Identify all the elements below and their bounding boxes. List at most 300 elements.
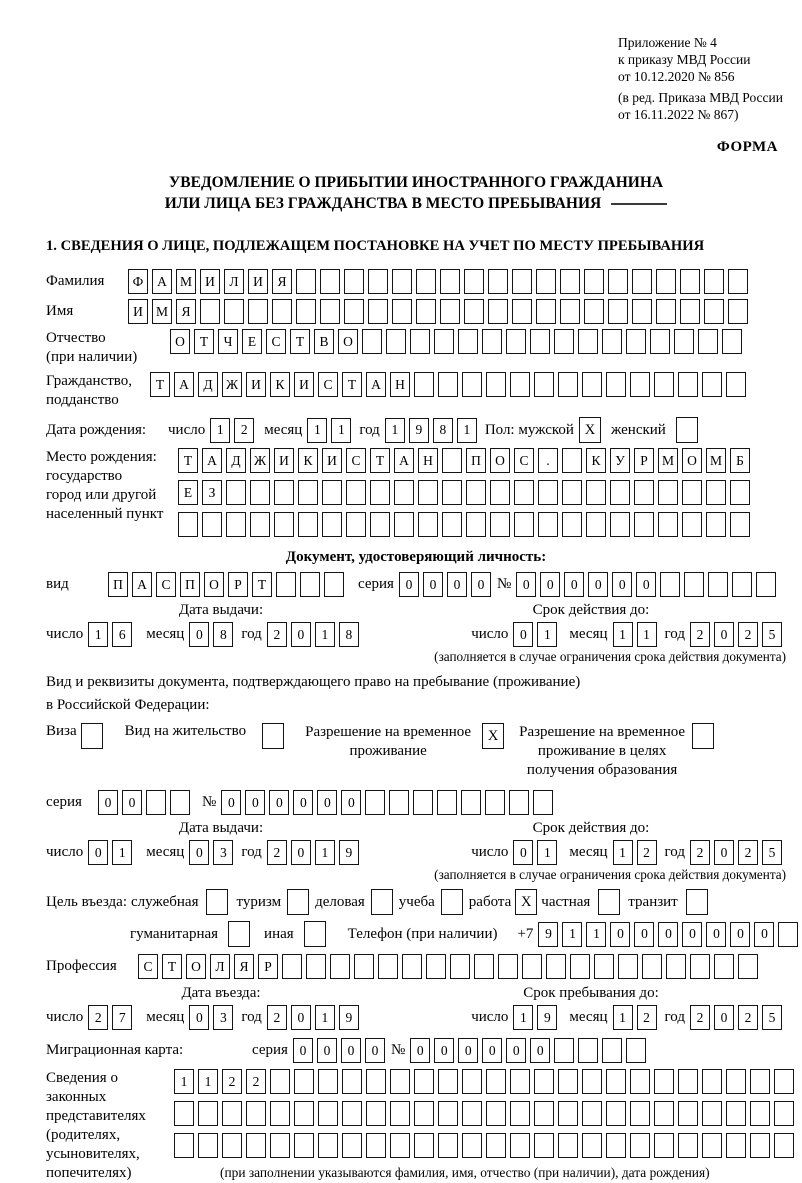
char-cell[interactable]: Ж bbox=[222, 372, 242, 397]
char-cell[interactable]: 2 bbox=[690, 1005, 710, 1030]
char-cell[interactable] bbox=[226, 512, 246, 537]
char-cell[interactable] bbox=[684, 572, 704, 597]
char-cell[interactable]: Н bbox=[390, 372, 410, 397]
char-cell[interactable] bbox=[362, 329, 382, 354]
char-cell[interactable]: 0 bbox=[447, 572, 467, 597]
char-cell[interactable] bbox=[324, 572, 344, 597]
char-cell[interactable]: 9 bbox=[538, 922, 558, 947]
char-cell[interactable] bbox=[490, 512, 510, 537]
purpose-work-checkbox[interactable]: X bbox=[515, 889, 537, 915]
char-cell[interactable] bbox=[654, 1133, 674, 1158]
char-cell[interactable]: 1 bbox=[112, 840, 132, 865]
char-cell[interactable] bbox=[610, 512, 630, 537]
char-cell[interactable] bbox=[486, 1101, 506, 1126]
char-cell[interactable]: 0 bbox=[714, 1005, 734, 1030]
char-cell[interactable] bbox=[506, 329, 526, 354]
char-cell[interactable] bbox=[674, 329, 694, 354]
char-cell[interactable]: 2 bbox=[637, 1005, 657, 1030]
char-cell[interactable] bbox=[366, 1101, 386, 1126]
char-cell[interactable] bbox=[226, 480, 246, 505]
char-cell[interactable]: 1 bbox=[637, 622, 657, 647]
char-cell[interactable]: 0 bbox=[714, 622, 734, 647]
char-cell[interactable]: П bbox=[466, 448, 486, 473]
char-cell[interactable] bbox=[366, 1069, 386, 1094]
char-cell[interactable] bbox=[418, 480, 438, 505]
char-cell[interactable] bbox=[440, 299, 460, 324]
char-cell[interactable] bbox=[458, 329, 478, 354]
char-cell[interactable]: 0 bbox=[341, 790, 361, 815]
char-cell[interactable]: 1 bbox=[613, 840, 633, 865]
char-cell[interactable]: Д bbox=[226, 448, 246, 473]
char-cell[interactable] bbox=[606, 1101, 626, 1126]
char-cell[interactable] bbox=[482, 329, 502, 354]
char-cell[interactable]: С bbox=[266, 329, 286, 354]
char-cell[interactable] bbox=[560, 299, 580, 324]
char-cell[interactable] bbox=[510, 1069, 530, 1094]
char-cell[interactable] bbox=[474, 954, 494, 979]
char-cell[interactable]: Т bbox=[194, 329, 214, 354]
char-cell[interactable] bbox=[390, 1069, 410, 1094]
char-cell[interactable]: 0 bbox=[754, 922, 774, 947]
char-cell[interactable]: П bbox=[180, 572, 200, 597]
sex-female-checkbox[interactable] bbox=[676, 417, 698, 443]
char-cell[interactable]: С bbox=[514, 448, 534, 473]
char-cell[interactable]: . bbox=[538, 448, 558, 473]
char-cell[interactable] bbox=[630, 372, 650, 397]
char-cell[interactable] bbox=[698, 329, 718, 354]
char-cell[interactable] bbox=[198, 1101, 218, 1126]
purpose-study-checkbox[interactable] bbox=[441, 889, 463, 915]
char-cell[interactable] bbox=[530, 329, 550, 354]
char-cell[interactable]: 0 bbox=[530, 1038, 550, 1063]
char-cell[interactable]: Я bbox=[176, 299, 196, 324]
char-cell[interactable] bbox=[722, 329, 742, 354]
char-cell[interactable] bbox=[488, 299, 508, 324]
char-cell[interactable] bbox=[678, 372, 698, 397]
char-cell[interactable]: Т bbox=[162, 954, 182, 979]
char-cell[interactable]: Т bbox=[370, 448, 390, 473]
char-cell[interactable]: 1 bbox=[198, 1069, 218, 1094]
char-cell[interactable] bbox=[728, 299, 748, 324]
char-cell[interactable]: 0 bbox=[513, 840, 533, 865]
char-cell[interactable] bbox=[282, 954, 302, 979]
char-cell[interactable] bbox=[750, 1133, 770, 1158]
char-cell[interactable] bbox=[654, 372, 674, 397]
char-cell[interactable] bbox=[654, 1101, 674, 1126]
char-cell[interactable] bbox=[514, 512, 534, 537]
char-cell[interactable]: 0 bbox=[612, 572, 632, 597]
char-cell[interactable]: А bbox=[202, 448, 222, 473]
char-cell[interactable]: 9 bbox=[537, 1005, 557, 1030]
char-cell[interactable] bbox=[534, 372, 554, 397]
char-cell[interactable] bbox=[342, 1101, 362, 1126]
char-cell[interactable]: Ч bbox=[218, 329, 238, 354]
char-cell[interactable]: 1 bbox=[562, 922, 582, 947]
char-cell[interactable]: 1 bbox=[537, 622, 557, 647]
char-cell[interactable]: 0 bbox=[658, 922, 678, 947]
char-cell[interactable]: 0 bbox=[291, 840, 311, 865]
char-cell[interactable] bbox=[437, 790, 457, 815]
char-cell[interactable]: Т bbox=[290, 329, 310, 354]
char-cell[interactable]: И bbox=[248, 269, 268, 294]
sex-male-checkbox[interactable]: X bbox=[579, 417, 601, 443]
char-cell[interactable] bbox=[442, 480, 462, 505]
char-cell[interactable] bbox=[562, 480, 582, 505]
char-cell[interactable]: А bbox=[394, 448, 414, 473]
char-cell[interactable]: 0 bbox=[291, 622, 311, 647]
char-cell[interactable]: О bbox=[186, 954, 206, 979]
char-cell[interactable] bbox=[610, 480, 630, 505]
char-cell[interactable] bbox=[558, 1101, 578, 1126]
char-cell[interactable]: 1 bbox=[537, 840, 557, 865]
char-cell[interactable] bbox=[558, 372, 578, 397]
char-cell[interactable] bbox=[730, 512, 750, 537]
char-cell[interactable] bbox=[276, 572, 296, 597]
char-cell[interactable]: Т bbox=[150, 372, 170, 397]
char-cell[interactable] bbox=[680, 299, 700, 324]
char-cell[interactable] bbox=[756, 572, 776, 597]
char-cell[interactable] bbox=[726, 1101, 746, 1126]
char-cell[interactable] bbox=[618, 954, 638, 979]
char-cell[interactable]: А bbox=[152, 269, 172, 294]
char-cell[interactable]: 0 bbox=[122, 790, 142, 815]
char-cell[interactable] bbox=[486, 1133, 506, 1158]
char-cell[interactable]: С bbox=[318, 372, 338, 397]
char-cell[interactable] bbox=[298, 480, 318, 505]
char-cell[interactable]: И bbox=[322, 448, 342, 473]
char-cell[interactable] bbox=[368, 269, 388, 294]
char-cell[interactable]: 1 bbox=[613, 1005, 633, 1030]
char-cell[interactable] bbox=[248, 299, 268, 324]
char-cell[interactable] bbox=[322, 512, 342, 537]
char-cell[interactable]: 0 bbox=[365, 1038, 385, 1063]
char-cell[interactable]: 2 bbox=[637, 840, 657, 865]
char-cell[interactable] bbox=[318, 1133, 338, 1158]
char-cell[interactable] bbox=[486, 372, 506, 397]
char-cell[interactable] bbox=[344, 299, 364, 324]
char-cell[interactable]: И bbox=[200, 269, 220, 294]
char-cell[interactable] bbox=[250, 480, 270, 505]
char-cell[interactable] bbox=[514, 480, 534, 505]
char-cell[interactable]: К bbox=[298, 448, 318, 473]
char-cell[interactable]: 1 bbox=[210, 418, 230, 443]
char-cell[interactable] bbox=[678, 1101, 698, 1126]
char-cell[interactable]: С bbox=[346, 448, 366, 473]
char-cell[interactable] bbox=[774, 1069, 794, 1094]
char-cell[interactable]: М bbox=[658, 448, 678, 473]
char-cell[interactable] bbox=[706, 512, 726, 537]
char-cell[interactable] bbox=[174, 1133, 194, 1158]
char-cell[interactable] bbox=[702, 1069, 722, 1094]
char-cell[interactable]: 5 bbox=[762, 1005, 782, 1030]
char-cell[interactable] bbox=[272, 299, 292, 324]
char-cell[interactable] bbox=[702, 1133, 722, 1158]
char-cell[interactable] bbox=[606, 1133, 626, 1158]
char-cell[interactable]: 2 bbox=[690, 622, 710, 647]
char-cell[interactable] bbox=[434, 329, 454, 354]
char-cell[interactable] bbox=[778, 922, 798, 947]
char-cell[interactable]: 1 bbox=[315, 840, 335, 865]
char-cell[interactable]: И bbox=[246, 372, 266, 397]
char-cell[interactable]: 1 bbox=[88, 622, 108, 647]
char-cell[interactable] bbox=[462, 1101, 482, 1126]
char-cell[interactable] bbox=[320, 269, 340, 294]
char-cell[interactable]: 0 bbox=[98, 790, 118, 815]
char-cell[interactable]: 0 bbox=[341, 1038, 361, 1063]
char-cell[interactable] bbox=[294, 1101, 314, 1126]
char-cell[interactable]: 0 bbox=[189, 622, 209, 647]
char-cell[interactable] bbox=[732, 572, 752, 597]
char-cell[interactable] bbox=[318, 1101, 338, 1126]
char-cell[interactable]: 2 bbox=[234, 418, 254, 443]
char-cell[interactable]: 9 bbox=[339, 1005, 359, 1030]
char-cell[interactable]: Р bbox=[258, 954, 278, 979]
char-cell[interactable] bbox=[602, 1038, 622, 1063]
char-cell[interactable] bbox=[704, 269, 724, 294]
char-cell[interactable]: К bbox=[270, 372, 290, 397]
char-cell[interactable]: 2 bbox=[267, 1005, 287, 1030]
char-cell[interactable] bbox=[438, 1101, 458, 1126]
char-cell[interactable]: 0 bbox=[399, 572, 419, 597]
char-cell[interactable] bbox=[402, 954, 422, 979]
char-cell[interactable]: О bbox=[204, 572, 224, 597]
char-cell[interactable] bbox=[534, 1133, 554, 1158]
char-cell[interactable] bbox=[750, 1069, 770, 1094]
char-cell[interactable]: 0 bbox=[293, 790, 313, 815]
char-cell[interactable] bbox=[632, 299, 652, 324]
char-cell[interactable] bbox=[389, 790, 409, 815]
char-cell[interactable] bbox=[774, 1101, 794, 1126]
char-cell[interactable] bbox=[594, 954, 614, 979]
char-cell[interactable] bbox=[392, 299, 412, 324]
char-cell[interactable]: У bbox=[610, 448, 630, 473]
char-cell[interactable] bbox=[706, 480, 726, 505]
char-cell[interactable] bbox=[426, 954, 446, 979]
char-cell[interactable]: 1 bbox=[613, 622, 633, 647]
char-cell[interactable]: 0 bbox=[434, 1038, 454, 1063]
char-cell[interactable] bbox=[658, 480, 678, 505]
char-cell[interactable]: И bbox=[294, 372, 314, 397]
char-cell[interactable]: П bbox=[108, 572, 128, 597]
char-cell[interactable] bbox=[586, 480, 606, 505]
char-cell[interactable]: Л bbox=[224, 269, 244, 294]
char-cell[interactable]: Т bbox=[178, 448, 198, 473]
char-cell[interactable] bbox=[224, 299, 244, 324]
char-cell[interactable]: 2 bbox=[88, 1005, 108, 1030]
char-cell[interactable] bbox=[586, 512, 606, 537]
char-cell[interactable]: 8 bbox=[339, 622, 359, 647]
char-cell[interactable] bbox=[270, 1133, 290, 1158]
char-cell[interactable]: 2 bbox=[246, 1069, 266, 1094]
char-cell[interactable] bbox=[510, 1133, 530, 1158]
char-cell[interactable]: 2 bbox=[690, 840, 710, 865]
char-cell[interactable]: 0 bbox=[423, 572, 443, 597]
char-cell[interactable]: 0 bbox=[610, 922, 630, 947]
purpose-transit-checkbox[interactable] bbox=[686, 889, 708, 915]
char-cell[interactable]: 0 bbox=[730, 922, 750, 947]
visa-checkbox[interactable] bbox=[81, 723, 103, 749]
char-cell[interactable]: Е bbox=[178, 480, 198, 505]
char-cell[interactable] bbox=[298, 512, 318, 537]
char-cell[interactable] bbox=[606, 1069, 626, 1094]
char-cell[interactable] bbox=[442, 512, 462, 537]
char-cell[interactable]: Ф bbox=[128, 269, 148, 294]
char-cell[interactable]: 9 bbox=[339, 840, 359, 865]
char-cell[interactable] bbox=[178, 512, 198, 537]
char-cell[interactable]: Ж bbox=[250, 448, 270, 473]
char-cell[interactable] bbox=[198, 1133, 218, 1158]
char-cell[interactable]: С bbox=[156, 572, 176, 597]
char-cell[interactable]: З bbox=[202, 480, 222, 505]
char-cell[interactable] bbox=[584, 269, 604, 294]
char-cell[interactable] bbox=[608, 269, 628, 294]
char-cell[interactable]: 0 bbox=[564, 572, 584, 597]
char-cell[interactable] bbox=[509, 790, 529, 815]
char-cell[interactable] bbox=[666, 954, 686, 979]
char-cell[interactable]: 2 bbox=[267, 840, 287, 865]
char-cell[interactable]: 0 bbox=[293, 1038, 313, 1063]
char-cell[interactable]: 8 bbox=[213, 622, 233, 647]
char-cell[interactable] bbox=[416, 299, 436, 324]
char-cell[interactable] bbox=[678, 1133, 698, 1158]
char-cell[interactable] bbox=[498, 954, 518, 979]
char-cell[interactable]: 0 bbox=[269, 790, 289, 815]
char-cell[interactable]: 0 bbox=[540, 572, 560, 597]
char-cell[interactable] bbox=[656, 269, 676, 294]
purpose-tourism-checkbox[interactable] bbox=[287, 889, 309, 915]
char-cell[interactable] bbox=[510, 372, 530, 397]
char-cell[interactable]: Н bbox=[418, 448, 438, 473]
char-cell[interactable]: 1 bbox=[307, 418, 327, 443]
char-cell[interactable] bbox=[306, 954, 326, 979]
char-cell[interactable] bbox=[630, 1133, 650, 1158]
char-cell[interactable] bbox=[450, 954, 470, 979]
purpose-humanitarian-checkbox[interactable] bbox=[228, 921, 250, 947]
char-cell[interactable] bbox=[626, 1038, 646, 1063]
char-cell[interactable]: 0 bbox=[634, 922, 654, 947]
char-cell[interactable] bbox=[560, 269, 580, 294]
char-cell[interactable] bbox=[642, 954, 662, 979]
char-cell[interactable] bbox=[200, 299, 220, 324]
char-cell[interactable] bbox=[534, 1101, 554, 1126]
char-cell[interactable] bbox=[678, 1069, 698, 1094]
char-cell[interactable] bbox=[490, 480, 510, 505]
char-cell[interactable] bbox=[342, 1133, 362, 1158]
char-cell[interactable] bbox=[438, 1069, 458, 1094]
char-cell[interactable] bbox=[562, 448, 582, 473]
char-cell[interactable] bbox=[370, 512, 390, 537]
char-cell[interactable] bbox=[690, 954, 710, 979]
char-cell[interactable]: О bbox=[490, 448, 510, 473]
char-cell[interactable] bbox=[438, 372, 458, 397]
char-cell[interactable] bbox=[630, 1101, 650, 1126]
char-cell[interactable]: М bbox=[152, 299, 172, 324]
char-cell[interactable] bbox=[418, 512, 438, 537]
char-cell[interactable]: М bbox=[176, 269, 196, 294]
char-cell[interactable] bbox=[294, 1133, 314, 1158]
char-cell[interactable] bbox=[366, 1133, 386, 1158]
purpose-business-checkbox[interactable] bbox=[371, 889, 393, 915]
char-cell[interactable]: 1 bbox=[174, 1069, 194, 1094]
char-cell[interactable] bbox=[416, 269, 436, 294]
char-cell[interactable]: Я bbox=[272, 269, 292, 294]
char-cell[interactable] bbox=[346, 480, 366, 505]
char-cell[interactable]: 0 bbox=[317, 790, 337, 815]
char-cell[interactable]: 2 bbox=[738, 1005, 758, 1030]
char-cell[interactable] bbox=[630, 1069, 650, 1094]
char-cell[interactable] bbox=[582, 372, 602, 397]
char-cell[interactable]: С bbox=[138, 954, 158, 979]
char-cell[interactable] bbox=[146, 790, 166, 815]
char-cell[interactable] bbox=[365, 790, 385, 815]
char-cell[interactable] bbox=[534, 1069, 554, 1094]
char-cell[interactable] bbox=[726, 372, 746, 397]
char-cell[interactable] bbox=[294, 1069, 314, 1094]
char-cell[interactable] bbox=[730, 480, 750, 505]
char-cell[interactable]: 0 bbox=[506, 1038, 526, 1063]
char-cell[interactable] bbox=[546, 954, 566, 979]
char-cell[interactable] bbox=[634, 480, 654, 505]
char-cell[interactable]: 2 bbox=[267, 622, 287, 647]
char-cell[interactable]: 0 bbox=[88, 840, 108, 865]
char-cell[interactable] bbox=[274, 512, 294, 537]
char-cell[interactable] bbox=[726, 1069, 746, 1094]
char-cell[interactable] bbox=[606, 372, 626, 397]
char-cell[interactable]: 0 bbox=[245, 790, 265, 815]
char-cell[interactable] bbox=[608, 299, 628, 324]
char-cell[interactable]: Д bbox=[198, 372, 218, 397]
char-cell[interactable]: Б bbox=[730, 448, 750, 473]
char-cell[interactable] bbox=[270, 1101, 290, 1126]
char-cell[interactable]: Р bbox=[228, 572, 248, 597]
char-cell[interactable] bbox=[602, 329, 622, 354]
char-cell[interactable] bbox=[704, 299, 724, 324]
char-cell[interactable]: М bbox=[706, 448, 726, 473]
char-cell[interactable] bbox=[390, 1101, 410, 1126]
char-cell[interactable]: Т bbox=[342, 372, 362, 397]
char-cell[interactable] bbox=[370, 480, 390, 505]
char-cell[interactable]: 3 bbox=[213, 1005, 233, 1030]
char-cell[interactable]: 0 bbox=[482, 1038, 502, 1063]
char-cell[interactable] bbox=[170, 790, 190, 815]
char-cell[interactable] bbox=[394, 512, 414, 537]
char-cell[interactable] bbox=[632, 269, 652, 294]
char-cell[interactable] bbox=[728, 269, 748, 294]
char-cell[interactable]: Я bbox=[234, 954, 254, 979]
char-cell[interactable] bbox=[538, 480, 558, 505]
char-cell[interactable]: 0 bbox=[714, 840, 734, 865]
char-cell[interactable] bbox=[414, 1069, 434, 1094]
char-cell[interactable] bbox=[726, 1133, 746, 1158]
char-cell[interactable] bbox=[320, 299, 340, 324]
char-cell[interactable] bbox=[202, 512, 222, 537]
char-cell[interactable] bbox=[300, 572, 320, 597]
char-cell[interactable] bbox=[466, 480, 486, 505]
char-cell[interactable] bbox=[774, 1133, 794, 1158]
char-cell[interactable] bbox=[392, 269, 412, 294]
char-cell[interactable]: 2 bbox=[738, 840, 758, 865]
char-cell[interactable]: И bbox=[274, 448, 294, 473]
char-cell[interactable]: А bbox=[132, 572, 152, 597]
char-cell[interactable] bbox=[533, 790, 553, 815]
char-cell[interactable]: 0 bbox=[458, 1038, 478, 1063]
char-cell[interactable]: И bbox=[128, 299, 148, 324]
char-cell[interactable] bbox=[342, 1069, 362, 1094]
char-cell[interactable] bbox=[626, 329, 646, 354]
purpose-private-checkbox[interactable] bbox=[598, 889, 620, 915]
char-cell[interactable] bbox=[413, 790, 433, 815]
char-cell[interactable]: 0 bbox=[636, 572, 656, 597]
